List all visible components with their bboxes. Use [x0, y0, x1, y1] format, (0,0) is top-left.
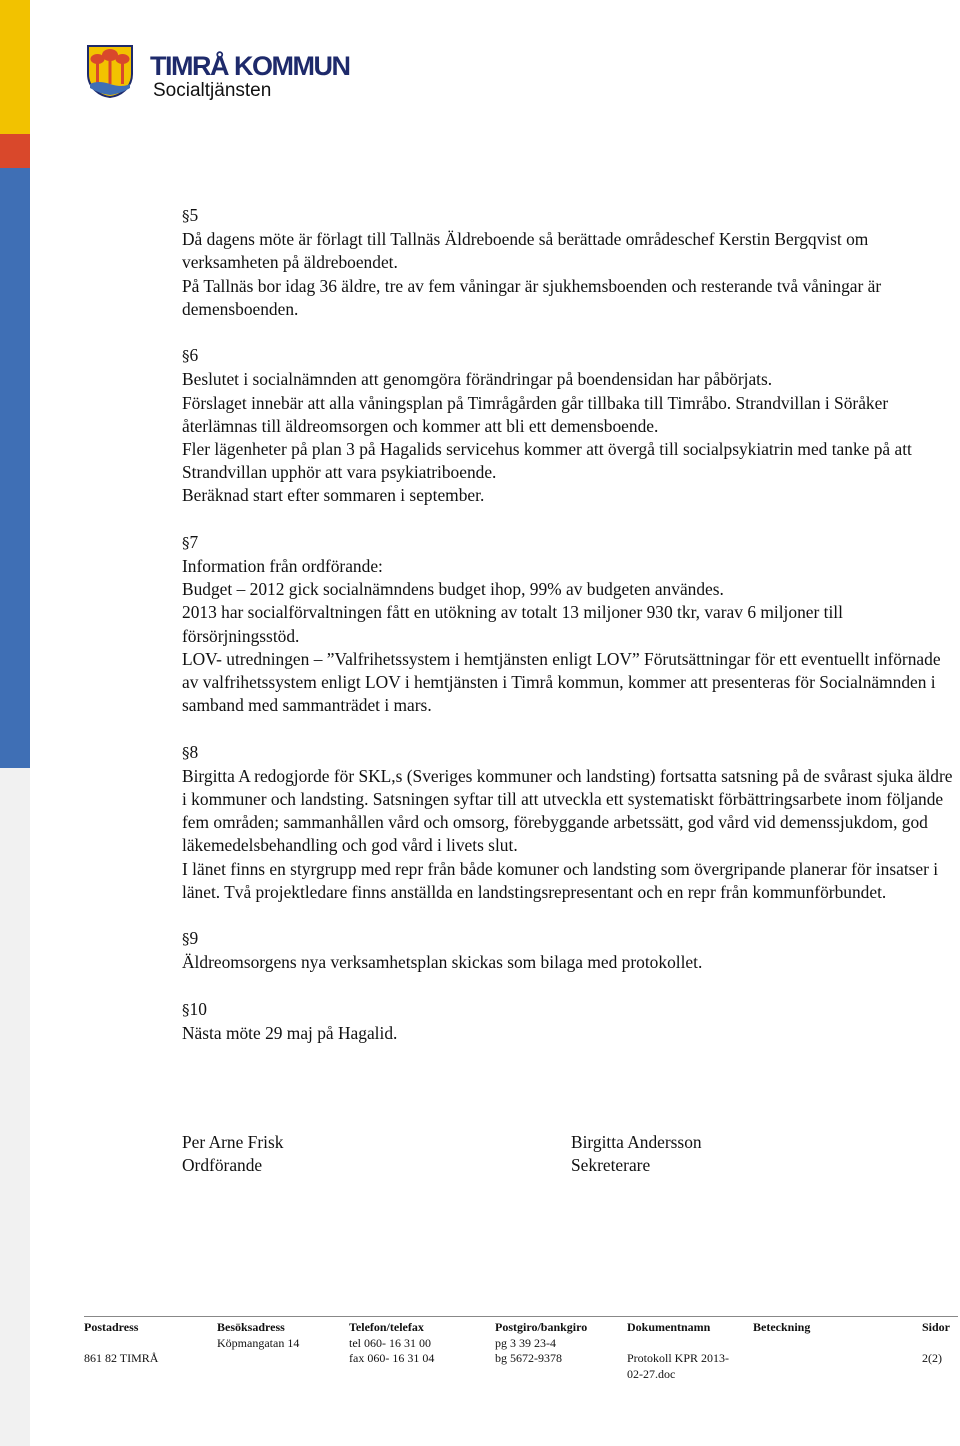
paragraph: Äldreomsorgens nya verksamhetsplan skickas som bilaga med protokollet.: [182, 952, 703, 973]
section-9: [182, 927, 958, 974]
color-sidebar: [0, 0, 30, 1446]
paragraph: Budget – 2012 gick socialnämndens budget ihop, 99% av budgeten användes.: [182, 579, 724, 600]
signature-secretary: [571, 1131, 702, 1177]
footer-postgiro: Postgiro/bankgiro pg 3 39 23-4 bg 5672-9378: [495, 1320, 588, 1365]
paragraph: Då dagens möte är förlagt till Tallnäs Äldreboende så berättade områdeschef Kerstin Bergqvist om verksamheten på äldreboendet.: [182, 229, 869, 273]
section-heading: §8: [182, 741, 199, 762]
section-heading: §5: [182, 205, 199, 225]
signature-chair: [182, 1131, 283, 1177]
brand-name: TIMRÅ KOMMUN: [150, 51, 350, 81]
footer-sidor: Sidor 2(2): [922, 1320, 951, 1365]
minutes-body: [182, 204, 958, 1045]
paragraph: Information från ordförande:: [182, 556, 383, 577]
signature-role: Sekreterare: [571, 1155, 651, 1176]
signature-role: Ordförande: [182, 1155, 263, 1176]
footer-beteckning: Beteckning: [753, 1320, 811, 1334]
section-heading: §6: [182, 345, 199, 366]
section-6: [182, 344, 958, 507]
footer-divider: [84, 1316, 958, 1317]
section-5: [182, 204, 958, 321]
section-heading: §10: [182, 998, 207, 1019]
paragraph: På Tallnäs bor idag 36 äldre, tre av fem våningar är sjukhemsboenden och resterande två våningar är demensboenden.: [182, 275, 882, 319]
signature-name: Birgitta Andersson: [571, 1132, 702, 1152]
section-heading: §7: [182, 531, 199, 552]
sidebar-gray-band: [0, 768, 30, 1446]
section-7: [182, 531, 958, 718]
paragraph: I länet finns en styrgrupp med repr från både komuner och landsting som övergripande planerar för insatser i länet. Två projektledare finns anställda en landstingsrepresentant och en repr från kommunförbundet.: [182, 858, 939, 902]
sidebar-blue-band: [0, 168, 30, 768]
footer-besoksadress: Besöksadress Köpmangatan 14: [217, 1320, 300, 1350]
sidebar-red-band: [0, 134, 30, 168]
page-count: 2(2): [922, 1351, 942, 1365]
paragraph: 2013 har socialförvaltningen fått en utökning av totalt 13 miljoner 930 tkr, varav 6 miljoner till försörjningsstöd.: [182, 602, 843, 646]
signature-name: Per Arne Frisk: [182, 1132, 284, 1152]
sidebar-yellow-band: [0, 0, 30, 134]
section-heading: §9: [182, 928, 199, 949]
paragraph: Fler lägenheter på plan 3 på Hagalids servicehus kommer att övergå till socialpsykiatrin med tanke på att Strandvillan upphör att vara psykiatriboende.: [182, 439, 912, 483]
paragraph: Nästa möte 29 maj på Hagalid.: [182, 1023, 398, 1044]
department-name: Socialtjänsten: [153, 80, 272, 101]
paragraph: Birgitta A redogjorde för SKL,s (Sveriges kommuner och landsting) fortsatta satsning på de svårast sjuka äldre i kommuner och landsting. Satsningen syftar till att utveckla ett systematiskt förbättringsarbete inom följande fem områden; sammanhållen vård och omsorg, förebyggande arbetssätt, god vård vid demenssjukdom, god läkemedelsbehandling och god vård i livets slut.: [182, 765, 953, 856]
paragraph: LOV- utredningen – ”Valfrihetssystem i hemtjänsten enligt LOV” Förutsättningar för ett eventuellt införnade av valfrihetssystem enligt LOV i hemtjänsten i Timrå kommun, kommer att presenteras för Socialnämnden i samband med sammanträdet i mars.: [182, 648, 941, 716]
section-8: [182, 741, 958, 904]
paragraph: Beslutet i socialnämnden att genomgöra förändringar på boendensidan har påbörjats.: [182, 369, 773, 390]
footer-dokumentnamn: Dokumentnamn Protokoll KPR 2013- 02-27.doc: [627, 1320, 730, 1381]
paragraph: Förslaget innebär att alla våningsplan på Timrågården går tillbaka till Timråbo. Strandvillan i Söråker återlämnas till äldreomsorgen och kommer att bli ett demensboende.: [182, 392, 889, 436]
paragraph: Beräknad start efter sommaren i september.: [182, 485, 485, 506]
footer-postadress: Postadress 861 82 TIMRÅ: [84, 1320, 159, 1365]
section-10: [182, 998, 958, 1045]
timra-coat-of-arms-icon: [86, 44, 134, 98]
footer-telefon: Telefon/telefax tel 060- 16 31 00 fax 060- 16 31 04: [349, 1320, 435, 1365]
